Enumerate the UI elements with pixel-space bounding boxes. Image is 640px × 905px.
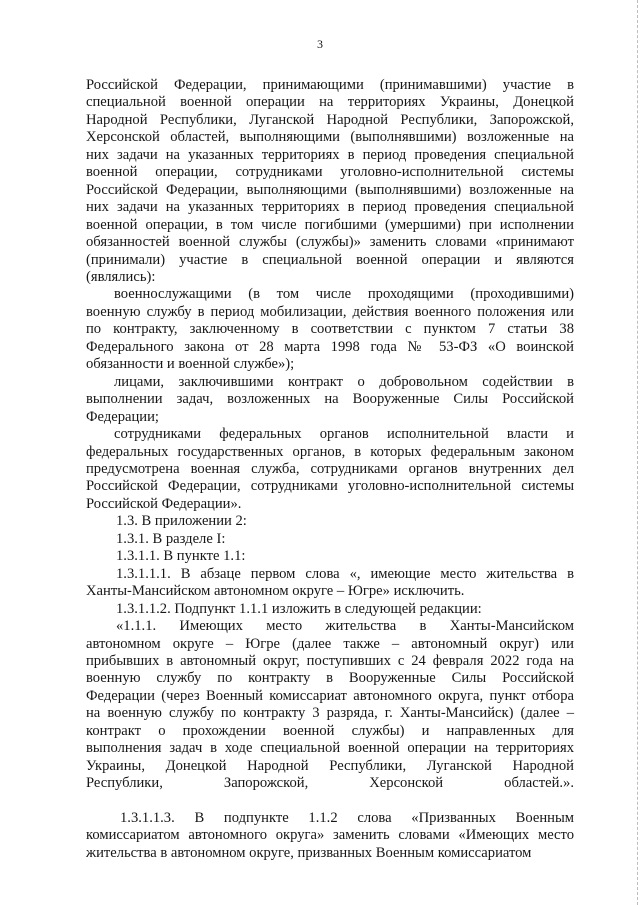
text-line [86, 793, 574, 810]
text-line: Украины, Донецкой Народной Республики, Луганской Народной [86, 757, 574, 774]
text-line: 1.3.1.1. В пункте 1.1: [116, 548, 246, 565]
paragraph [86, 426, 574, 513]
text-line: выполнения задач в ходе специальной военной операции на территориях [86, 740, 574, 757]
text-line: военнослужащими (в том числе проходящими (проходившими) [114, 286, 574, 303]
text-line: контракт о прохождении военной службы) и направленных для [86, 722, 574, 739]
text-line: обязанности и военной службе»); [86, 356, 295, 373]
text-line: Республики, Запорожской, Херсонской областей.». [86, 775, 574, 792]
paragraph [86, 810, 574, 862]
text-line: военную службу в период мобилизации, действия военного положения или [86, 303, 574, 320]
paragraph [86, 566, 574, 601]
text-line: Федерального закона от 28 марта 1998 года № 53-ФЗ «О воинской [86, 338, 574, 355]
paragraph [86, 531, 574, 548]
paragraph [86, 77, 574, 286]
paragraph [86, 601, 574, 618]
text-line: автономном округе – Югре (далее также – автономный округ) или [86, 635, 574, 652]
text-line: 1.3.1.1.2. Подпункт 1.1.1 изложить в следующей редакции: [116, 600, 482, 617]
page-number: 3 [317, 37, 323, 51]
text-line: обязанностей военной службы (службы)» заменить словами «принимают [86, 234, 574, 251]
text-line: по контракту, заключенному в соответствии с пунктом 7 статьи 38 [86, 321, 574, 338]
text-line: них задачи на указанных территориях в период проведения специальной [86, 146, 574, 163]
text-line: Народной Республики, Луганской Народной Республики, Запорожской, [86, 111, 574, 128]
text-line: военную службу по контракту в Вооруженные Силы Российской [86, 670, 574, 687]
text-line: Российской Федерации». [86, 495, 242, 512]
text-line: 1.3. В приложении 2: [116, 513, 247, 530]
text-line: выполнении задач, возложенных на Вооруженные Силы Российской [86, 391, 574, 408]
text-line: Российской Федерации, выполняющими (выполнявшими) возложенные на [86, 181, 574, 198]
text-line: Федерации; [86, 408, 159, 425]
text-line: военной операции, в том числе погибшими (умершими) при исполнении [86, 216, 574, 233]
text-line: Российской Федерации, принимающими (принимавшими) участие в [86, 77, 574, 93]
document-body [86, 77, 574, 862]
text-line: прибывших в автономный округ, поступивших с 24 февраля 2022 года на [86, 652, 574, 669]
text-line: «1.1.1. Имеющих место жительства в Ханты-Мансийском [116, 618, 574, 635]
paragraph [86, 286, 574, 373]
text-line: предусмотрена военная служба, сотрудниками органов внутренних дел [86, 460, 574, 477]
text-line: них задачи на указанных территориях в период проведения специальной [86, 199, 574, 216]
paragraph [86, 618, 574, 810]
text-line: на военную службу по контракту 3 разряда, г. Ханты-Мансийск) (далее – [86, 705, 574, 722]
text-line: Федерации (через Военный комиссариат автономного округа, пункт отбора [86, 687, 574, 704]
text-line: жительства в автономном округе, призванных Военным комиссариатом [86, 844, 532, 861]
text-line: 1.3.1.1.1. В абзаце первом слова «, имеющие место жительства в [116, 565, 574, 582]
text-line: Ханты-Мансийском автономном округе – Югре» исключить. [86, 583, 465, 600]
text-line: Российской Федерации, сотрудниками уголовно-исполнительной системы [86, 478, 574, 495]
paragraph [86, 513, 574, 530]
page-edge-line [636, 0, 638, 905]
text-line: лицами, заключившими контракт о добровольном содействии в [114, 373, 574, 390]
text-line: 1.3.1.1.3. В подпункте 1.1.2 слова «Призванных Военным [120, 810, 574, 827]
text-line: 1.3.1. В разделе I: [116, 530, 226, 547]
text-line: специальной военной операции на территориях Украины, Донецкой [86, 94, 574, 111]
text-line: сотрудниками федеральных органов исполнительной власти и [114, 426, 574, 443]
text-line: военной операции, сотрудниками уголовно-исполнительной системы [86, 164, 574, 181]
text-line: (являлись): [86, 268, 156, 285]
text-line: федеральных государственных органов, в которых федеральным законом [86, 443, 574, 460]
paragraph [86, 548, 574, 565]
text-line: комиссариатом автономного округа» заменить словами «Имеющих место [86, 827, 574, 844]
text-line: (принимали) участие в специальной военной операции и являются [86, 251, 574, 268]
paragraph [86, 374, 574, 426]
text-line: Херсонской областей, выполняющими (выполнявшими) возложенные на [86, 129, 574, 146]
